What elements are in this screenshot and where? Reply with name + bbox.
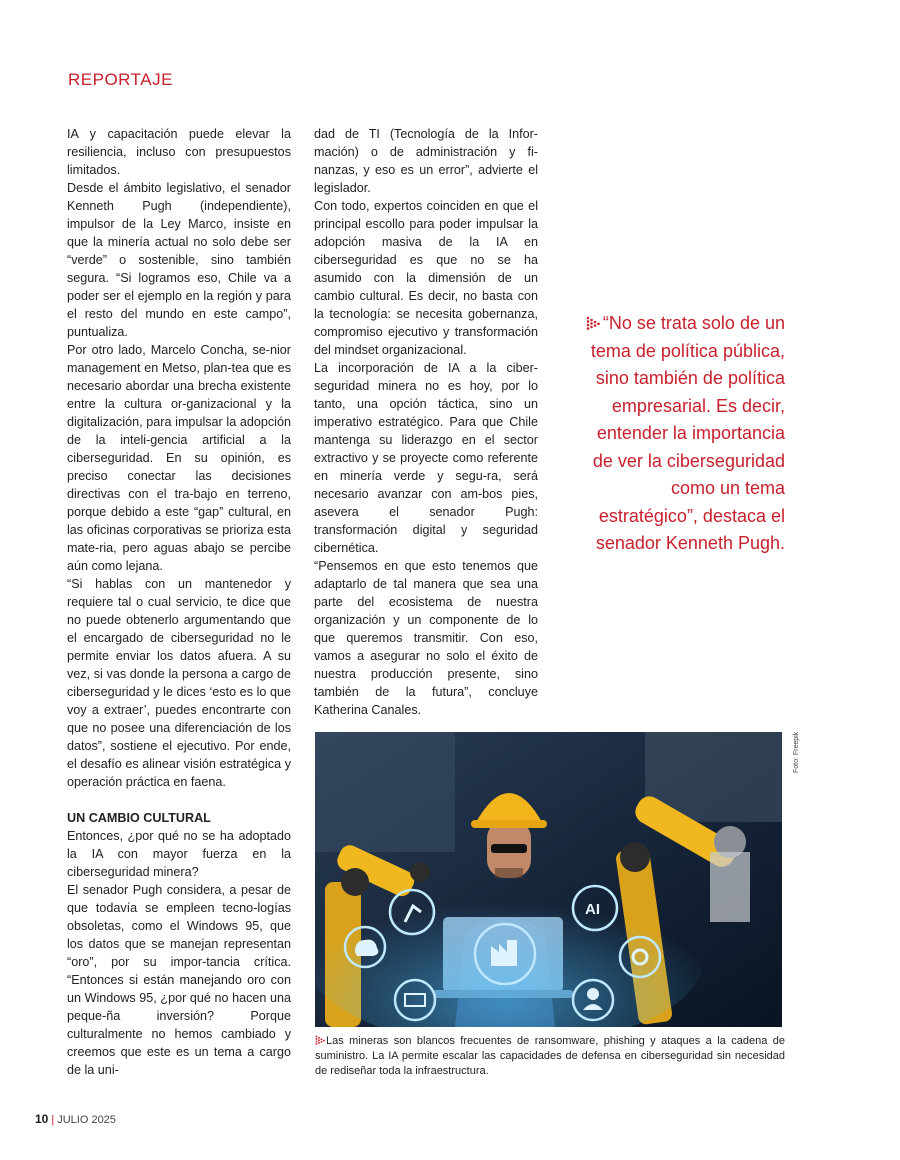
- paragraph: Desde el ámbito legislativo, el senador Kenneth Pugh (independiente), impulsor de la Ley Marco, insiste en que la minería actual no solo debe ser “verde” o sostenible, sino también segura. “Si logramos eso, Chile va a poder ser el ejemplo en la región y para el resto del mundo en este campo”, puntualiza.: [67, 181, 291, 339]
- photo-credit: Foto: Freepik: [793, 731, 800, 773]
- paragraph: El senador Pugh considera, a pesar de que todavía se empleen tecno-logías obsoletas, como el Windows 95, que los datos que se manejan representan “oro”, por su impor-tancia crítica. “Entonces si están manejando oro con un Windows 95, ¿por qué no hacen una peque-ña inversión? Porque culturalmente no hemos cambiado y creemos que este es un tema a cargo de la uni-: [67, 883, 291, 1077]
- quote-dots-icon: [586, 316, 600, 330]
- page-number: 10: [35, 1112, 49, 1126]
- paragraph: Con todo, expertos coinciden en que el principal escollo para poder impulsar la adopción masiva de la IA en ciberseguridad es que no se ha asumido con la dimensión de un cambio cultural. Es decir, no basta con la tecnología: se necesita gobernanza, compromiso ejecutivo y transformación del mindset organizacional.: [314, 199, 538, 357]
- pull-quote-text: “No se trata solo de un tema de política pública, sino también de política empresarial. Es decir, entender la importancia de ver la ciberseguridad como un tema estratégico”, destaca el senador Kenneth Pugh.: [590, 313, 785, 553]
- paragraph: dad de TI (Tecnología de la Infor-mación) o de administración y fi-nanzas, y eso es un error”, advierte el legislador.: [314, 127, 538, 195]
- article-column-2: [314, 125, 538, 719]
- paragraph: IA y capacitación puede elevar la resiliencia, incluso con presupuestos limitados.: [67, 127, 291, 177]
- paragraph: “Si hablas con un mantenedor y requiere tal o cual servicio, te dice que no puede obtenerlo argumentando que el encargado de ciberseguridad no le permite enviar los datos afuera. A su vez, si vas donde la persona a cargo de ciberseguridad y le dices ‘esto es lo que voy a extraer’, puedes encontrarte con que no posee una diferenciación de los datos”, sostiene el ejecutivo. Por ende, el desafío es alinear visión estratégica y operación práctica en faena.: [67, 577, 291, 789]
- paragraph: Por otro lado, Marcelo Concha, se-nior management en Metso, plan-tea que es necesario abordar una brecha existente entre la cultura or-ganizacional y la digitalización, para impulsar la adopción de la inteli-gencia artificial a la ciberseguridad. En su opinión, es preciso conectar las decisiones directivas con el tra-bajo en terreno, porque debido a este “gap” cultural, en las oficinas corporativas se prioriza esta mate-ria, pero aguas abajo se percibe aún como lejana.: [67, 343, 291, 573]
- pull-quote: [575, 310, 785, 558]
- section-label: REPORTAJE: [68, 70, 173, 89]
- engineer-with-robots-illustration: [315, 732, 782, 1027]
- caption-text: Las mineras son blancos frecuentes de ransomware, phishing y ataques a la cadena de suministro. La IA permite escalar las capacidades de defensa en ciberseguridad sin necesidad de rediseñar toda la infraestructura.: [315, 1035, 785, 1077]
- article-column-1: [67, 125, 291, 1079]
- paragraph: La incorporación de IA a la ciber-seguridad minera no es hoy, por lo tanto, una opción táctica, sino un imperativo estratégico. Para que Chile mantenga su liderazgo en el sector extractivo y se proyecte como referente en minería verde y segu-ra, será necesario avanzar con am-bos pies, asevera el senador Pugh: transformación digital y seguridad cibernética.: [314, 361, 538, 555]
- paragraph: Entonces, ¿por qué no se ha adoptado la IA con mayor fuerza en la ciberseguridad minera?: [67, 829, 291, 879]
- page-footer: 10 | JULIO 2025: [35, 1112, 116, 1126]
- subheading: UN CAMBIO CULTURAL: [67, 811, 211, 825]
- issue-date: JULIO 2025: [57, 1114, 116, 1126]
- paragraph: “Pensemos en que esto tenemos que adaptarlo de tal manera que sea una parte del ecosistema de nuestra organización y un componente de lo que queremos transmitir. Con eso, vamos a asegurar no solo el éxito de nuestra producción presente, sino también de la futura”, concluye Katherina Canales.: [314, 559, 538, 717]
- caption-dots-icon: [315, 1035, 325, 1045]
- ai-icon-label: AI: [585, 901, 600, 918]
- article-photo: [315, 732, 782, 1027]
- photo-caption: [315, 1034, 785, 1079]
